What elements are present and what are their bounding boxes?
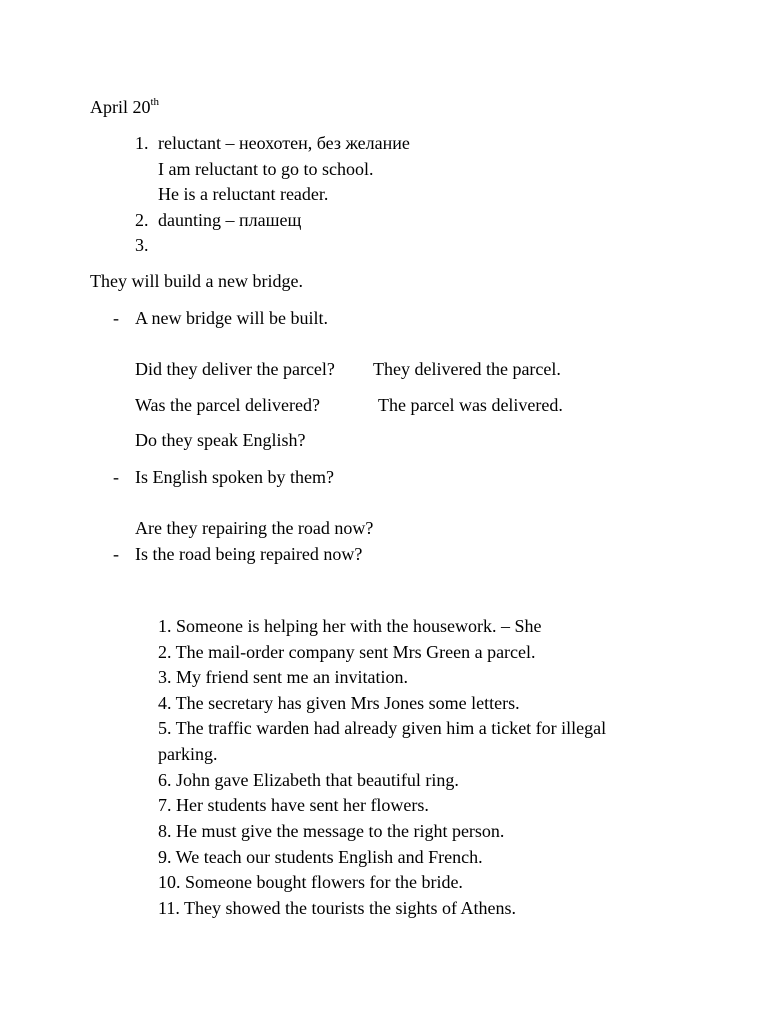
- question-passive: Was the parcel delivered?: [135, 395, 320, 415]
- passive-repair: Is the road being repaired now?: [135, 544, 363, 564]
- vocab-number-1: 1.: [135, 133, 149, 153]
- vocab-item-reluctant: reluctant – неохотен, без желание: [158, 133, 410, 153]
- date-suffix: th: [150, 96, 160, 108]
- exercise-8: 8. He must give the message to the right person.: [158, 821, 505, 841]
- passive-speak: Is English spoken by them?: [135, 467, 334, 487]
- exercise-5-continued: parking.: [158, 744, 218, 764]
- passive-sentence: A new bridge will be built.: [135, 308, 328, 328]
- exercise-11: 11. They showed the tourists the sights of Athens.: [158, 898, 516, 918]
- bullet-dash: -: [113, 467, 119, 487]
- active-sentence: They will build a new bridge.: [90, 271, 303, 291]
- exercise-3: 3. My friend sent me an invitation.: [158, 667, 408, 687]
- bullet-dash: -: [113, 544, 119, 564]
- vocab-example-2: He is a reluctant reader.: [158, 184, 329, 204]
- exercise-5: 5. The traffic warden had already given him a ticket for illegal: [158, 718, 607, 738]
- exercise-1: 1. Someone is helping her with the housework. – She: [158, 616, 542, 636]
- statement-active: They delivered the parcel.: [373, 359, 561, 379]
- exercise-2: 2. The mail-order company sent Mrs Green a parcel.: [158, 642, 536, 662]
- date-heading: [90, 97, 159, 116]
- statement-passive: The parcel was delivered.: [378, 395, 563, 415]
- question-active: Did they deliver the parcel?: [135, 359, 335, 379]
- exercise-4: 4. The secretary has given Mrs Jones some letters.: [158, 693, 520, 713]
- exercise-6: 6. John gave Elizabeth that beautiful ring.: [158, 770, 459, 790]
- question-speak: Do they speak English?: [135, 430, 306, 450]
- vocab-item-daunting: daunting – плашещ: [158, 210, 302, 230]
- exercise-7: 7. Her students have sent her flowers.: [158, 795, 429, 815]
- vocab-number-3: 3.: [135, 235, 149, 255]
- exercise-10: 10. Someone bought flowers for the bride.: [158, 872, 463, 892]
- vocab-example-1: I am reluctant to go to school.: [158, 159, 374, 179]
- exercise-9: 9. We teach our students English and French.: [158, 847, 483, 867]
- date-text: April 20: [90, 97, 151, 117]
- vocab-number-2: 2.: [135, 210, 149, 230]
- question-repair: Are they repairing the road now?: [135, 518, 374, 538]
- bullet-dash: -: [113, 308, 119, 328]
